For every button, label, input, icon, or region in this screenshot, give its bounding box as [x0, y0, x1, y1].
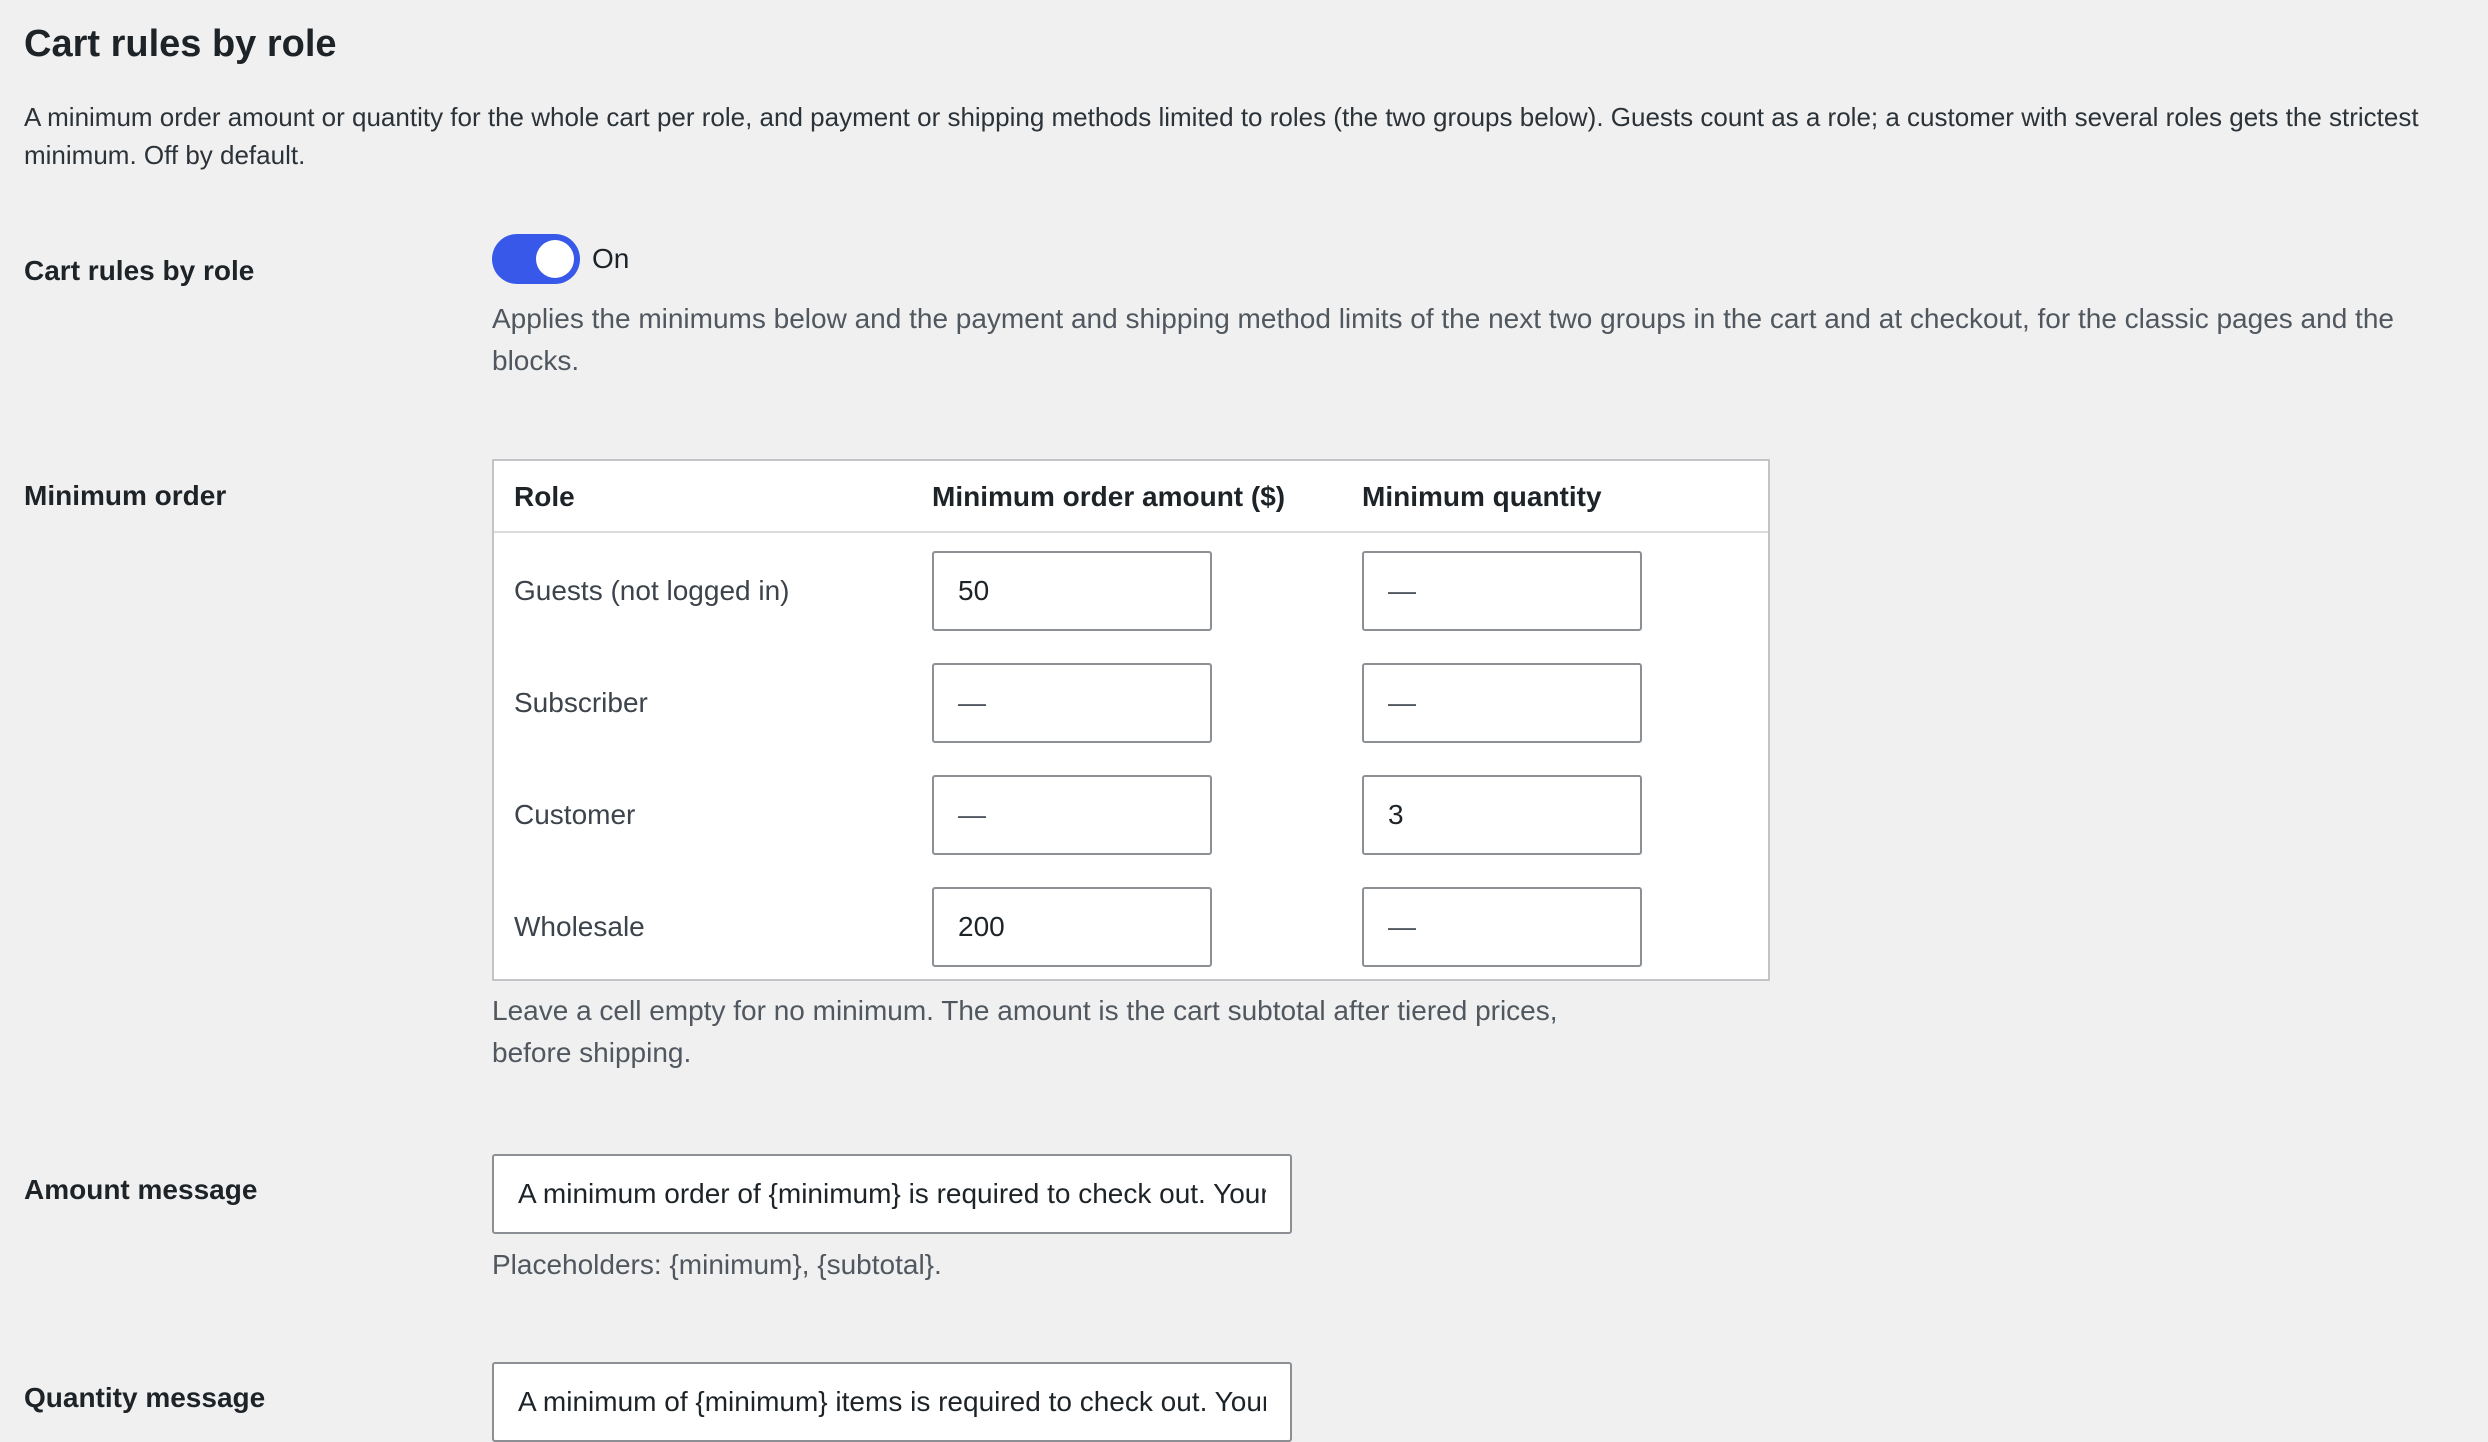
toggle-knob	[536, 240, 574, 278]
minimum-order-help: Leave a cell empty for no minimum. The amount is the cart subtotal after tiered prices, before shipping.	[492, 995, 1558, 1068]
minimum-amount-input[interactable]	[932, 775, 1212, 855]
table-row	[494, 663, 1768, 775]
role-name: Customer	[514, 799, 636, 830]
cart-rules-toggle[interactable]	[492, 234, 580, 284]
minimum-amount-input[interactable]	[932, 887, 1212, 967]
role-name: Wholesale	[514, 911, 645, 942]
table-row	[494, 887, 1768, 999]
page-title: Cart rules by role	[24, 23, 337, 65]
amount-message-help: Placeholders: {minimum}, {subtotal}.	[492, 1249, 942, 1280]
minimum-quantity-input[interactable]	[1362, 775, 1642, 855]
minimum-order-label: Minimum order	[24, 480, 227, 511]
table-row	[494, 551, 1768, 663]
table-row	[494, 775, 1768, 887]
table-header	[494, 461, 1768, 533]
amount-message-label: Amount message	[24, 1174, 258, 1205]
section-description: A minimum order amount or quantity for the whole cart per role, and payment or shipping methods limited to roles (the two groups below). Guests count as a role; a customer with several roles gets the strictest minimum. Off by default.	[24, 102, 2419, 170]
role-name: Subscriber	[514, 687, 648, 718]
minimum-amount-input[interactable]	[932, 663, 1212, 743]
role-name: Guests (not logged in)	[514, 575, 790, 606]
cart-rules-help: Applies the minimums below and the payment and shipping method limits of the next two groups in the cart and at checkout, for the classic pages and the blocks.	[492, 303, 2394, 376]
minimum-quantity-input[interactable]	[1362, 887, 1642, 967]
cart-rules-toggle-control	[492, 234, 629, 284]
minimum-quantity-input[interactable]	[1362, 551, 1642, 631]
minimum-amount-input[interactable]	[932, 551, 1212, 631]
minimum-quantity-input[interactable]	[1362, 663, 1642, 743]
column-header-role: Role	[514, 481, 575, 512]
amount-message-input[interactable]	[492, 1154, 1292, 1234]
toggle-state-text: On	[592, 243, 630, 274]
quantity-message-label: Quantity message	[24, 1382, 266, 1413]
minimum-order-table	[492, 459, 1770, 981]
cart-rules-label: Cart rules by role	[24, 255, 255, 286]
column-header-quantity: Minimum quantity	[1362, 481, 1602, 512]
quantity-message-input[interactable]	[492, 1362, 1292, 1442]
column-header-amount: Minimum order amount ($)	[932, 481, 1286, 512]
